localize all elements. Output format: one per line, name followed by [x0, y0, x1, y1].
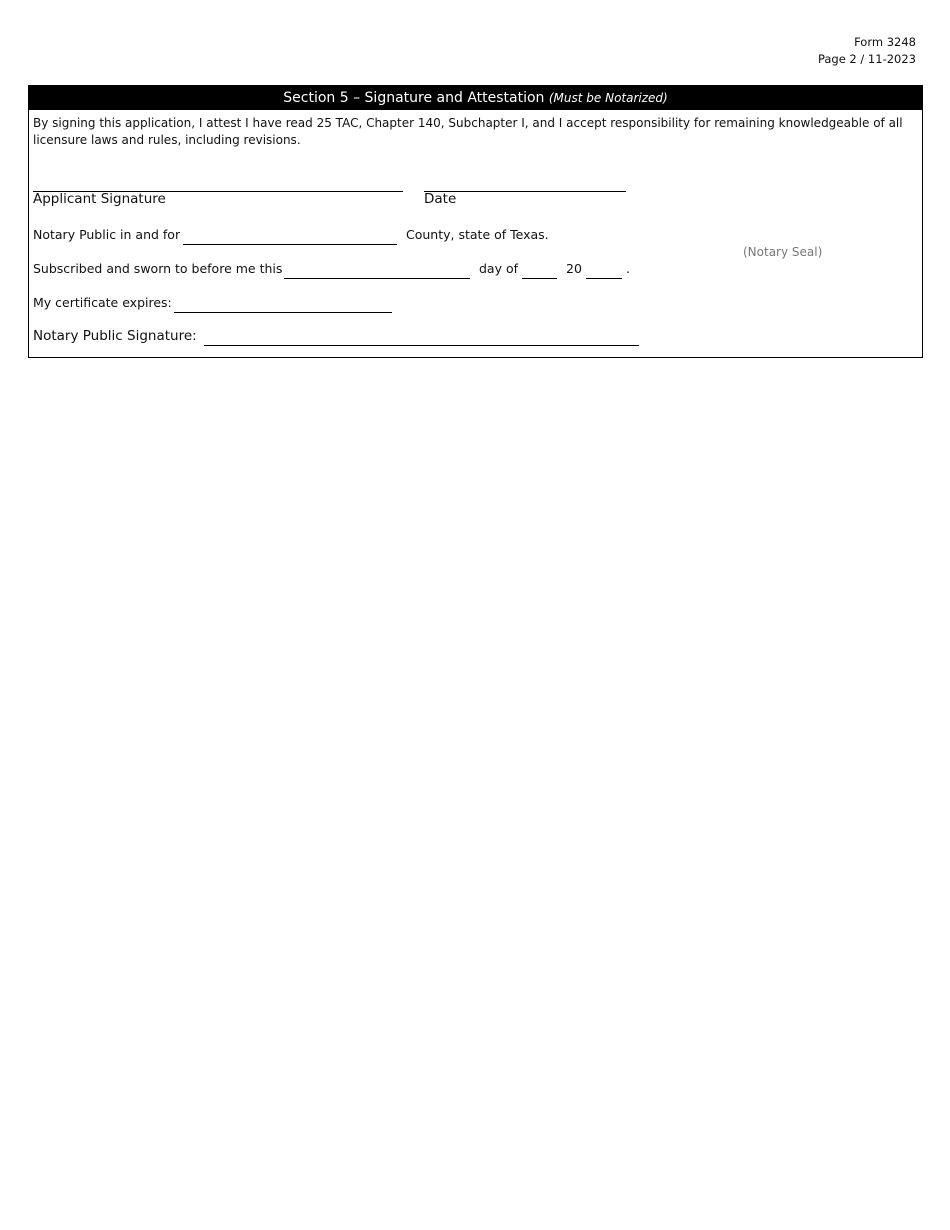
subscribed-prefix: Subscribed and sworn to before me this [33, 261, 283, 276]
notary-signature-label: Notary Public Signature: [33, 328, 197, 344]
attestation-text: By signing this application, I attest I have read 25 TAC, Chapter 140, Subchapter I, and I accept responsibility for remaining knowledgeable of all licensure laws and rules, including revisions. [33, 116, 903, 147]
day-field[interactable] [284, 278, 470, 279]
notary-county-suffix: County, state of Texas. [406, 227, 549, 242]
form-header [818, 34, 916, 68]
certificate-expires-field[interactable] [174, 312, 392, 313]
notary-county-prefix: Notary Public in and for [33, 227, 181, 242]
county-field[interactable] [183, 244, 397, 245]
applicant-signature-label: Applicant Signature [33, 191, 166, 207]
page-info: Page 2 / 11-2023 [817, 52, 916, 66]
year-prefix: 20 [566, 261, 582, 276]
month-field[interactable] [522, 278, 557, 279]
section-5-signature-attestation [28, 85, 923, 358]
certificate-expires-label: My certificate expires: [33, 295, 172, 310]
section-title-note: (Must be Notarized) [548, 91, 668, 105]
day-of-label: day of [479, 261, 519, 276]
date-label: Date [424, 191, 457, 207]
form-number: Form 3248 [854, 35, 916, 49]
year-field[interactable] [586, 278, 622, 279]
period: . [626, 261, 630, 276]
section-title: Section 5 – Signature and Attestation [283, 90, 545, 106]
notary-signature-field[interactable] [204, 345, 639, 346]
section-title-bar [29, 86, 922, 110]
notary-seal-label: (Notary Seal) [743, 245, 823, 259]
